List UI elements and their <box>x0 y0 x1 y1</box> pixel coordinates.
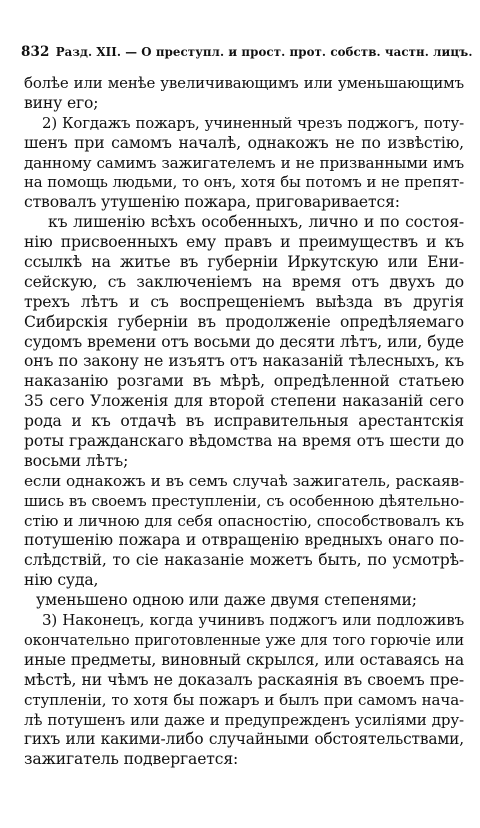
text-line: уменьшено одною или даже двумя степенями; <box>36 591 417 610</box>
text-line: роты гражданскаго вѣдомства на время отъ шести до <box>24 432 464 451</box>
text-line: 2) Когдажъ пожаръ, учиненный чрезъ поджогъ, поту- <box>42 113 464 132</box>
text-line: болѣе или менѣе увеличивающимъ или уменьшающимъ <box>24 74 464 92</box>
text-line: ступленіи, то хотя бы пожаръ и былъ при самомъ нача- <box>24 690 464 709</box>
text-line: ссылкѣ на житье въ губерніи Иркутскую или Ени- <box>24 253 464 272</box>
text-line: иные предметы, виновный скрылся, или оставаясь на <box>24 650 464 669</box>
page-number: 832 <box>21 44 50 60</box>
text-line: на помощь людьми, то онъ, хотя бы потомъ и не препят- <box>24 173 464 192</box>
text-line: 35 сего Уложенія для второй степени наказаній сего <box>24 392 464 411</box>
text-line: восьми лѣтъ; <box>24 451 129 470</box>
text-line: лѣ потушенъ или даже и предупрежденъ усиліями дру- <box>24 710 464 729</box>
text-line: нію присвоенныхъ ему правъ и преимуществъ и къ <box>24 233 464 252</box>
text-line: 3) Наконецъ, когда учинивъ поджогъ или подложивъ <box>42 611 464 630</box>
text-line: наказанію розгами въ мѣрѣ, опредѣленной статьею <box>24 372 464 391</box>
running-title: Разд. XII. — О преступл. и прост. прот. собств. частн. лицъ. <box>55 45 473 59</box>
text-line: мѣстѣ, ни чѣмъ не доказалъ раскаянія въ своемъ пре- <box>24 670 464 689</box>
text-line: данному самимъ зажигателемъ и не призванными имъ <box>24 153 464 172</box>
text-line: сейскую, съ заключеніемъ на время отъ двухъ до <box>24 272 464 291</box>
text-line: если однакожъ и въ семъ случаѣ зажигатель, раскаяв- <box>24 471 464 490</box>
text-line: стію и личною для себя опасностію, способствовалъ къ <box>24 511 464 530</box>
text-line: Сибирскія губерніи въ продолженіе опредѣляемаго <box>24 312 464 331</box>
text-line: рода и къ отдачѣ въ исправительныя арестантскія <box>24 412 464 431</box>
text-line: судомъ времени отъ восьми до десяти лѣтъ, или, буде <box>24 332 464 351</box>
text-line: ствовалъ утушенію пожара, приговаривается: <box>24 193 400 212</box>
text-line: слѣдствій, то сіе наказаніе можетъ быть, по усмотрѣ- <box>24 551 464 570</box>
text-line: зажигатель подвергается: <box>24 750 239 769</box>
text-line: окончательно приготовленные уже для того горючіе или <box>24 631 464 649</box>
body-text <box>24 74 464 770</box>
text-line: нію суда, <box>24 571 99 590</box>
text-line: трехъ лѣтъ и съ воспрещеніемъ выѣзда въ другія <box>24 292 464 311</box>
text-line: потушенію пожара и отвращенію вредныхъ онаго по- <box>24 531 464 550</box>
text-line: шись въ своемъ преступленіи, съ особенною дѣятельно- <box>24 491 464 510</box>
text-line: гихъ или какими-либо случайными обстоятельствами, <box>24 730 464 749</box>
text-line: шенъ при самомъ началѣ, однакожъ не по извѣстію, <box>24 133 464 152</box>
text-line: онъ по закону не изъятъ отъ наказаній тѣлесныхъ, къ <box>24 352 464 371</box>
text-line: къ лишенію всѣхъ особенныхъ, лично и по состоя- <box>48 213 464 232</box>
text-line: вину его; <box>24 93 99 112</box>
running-header <box>21 44 471 60</box>
